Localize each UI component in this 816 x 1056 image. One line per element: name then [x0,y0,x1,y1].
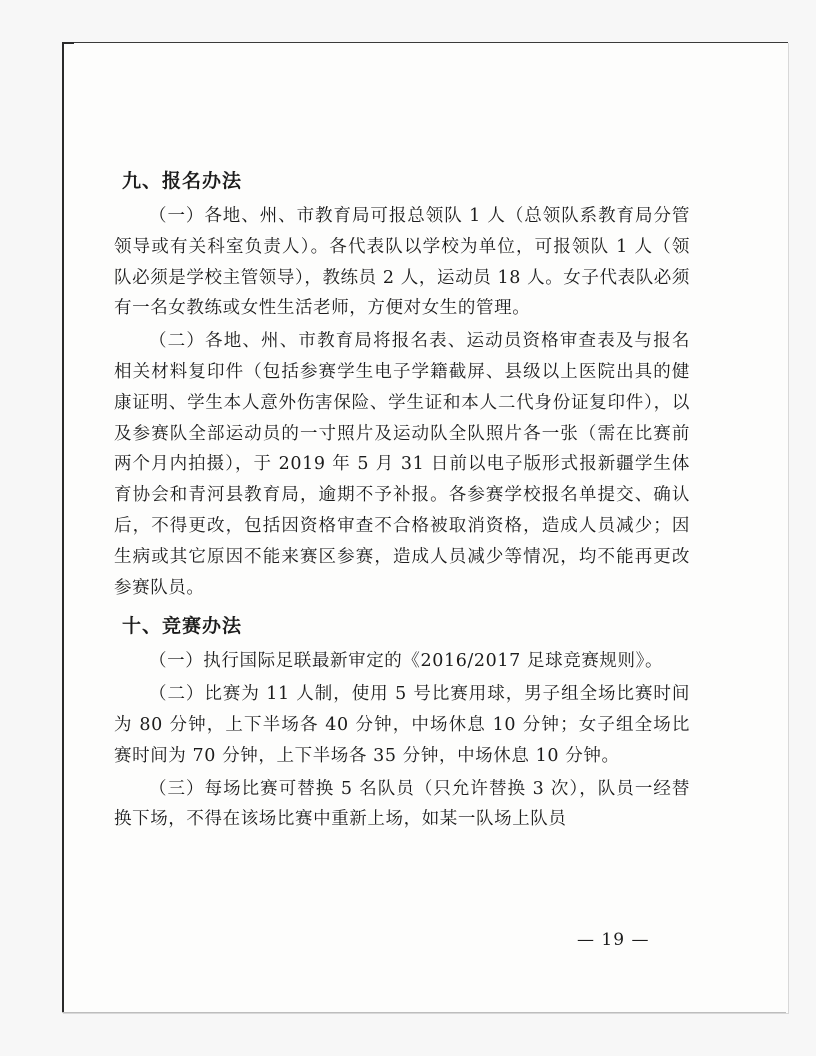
paragraph-competition-1: （一）执行国际足联最新审定的《2016/2017 足球竞赛规则》。 [149,651,664,672]
scan-corner-mark [62,42,74,44]
document-body [114,160,690,837]
paragraph-registration-1: （一）各地、州、市教育局可报总领队 1 人（总领队系教育局分管领导或有关科室负责人）。各代表队以学校为单位，可报领队 1 人（领队必须是学校主管领导），教练员 2 人，运动员 18 人。女子代表队必须有一名女教练或女性生活老师，方便对女生的管理。 [114,206,691,319]
paragraph-competition-2: （二）比赛为 11 人制，使用 5 号比赛用球，男子组全场比赛时间为 80 分钟，上下半场各 40 分钟，中场休息 10 分钟；女子组全场比赛时间为 70 分钟，上下半场各 35 分钟，中场休息 10 分钟。 [114,684,690,766]
page-bottom-edge [62,1012,786,1013]
paragraph-competition-3: （三）每场比赛可替换 5 名队员（只允许替换 3 次），队员一经替换下场，不得在该场比赛中重新上场，如某一队场上队员 [114,778,690,830]
section-heading-registration: 九、报名办法 [122,170,243,192]
page-number: — 19 — [577,930,650,950]
section-heading-competition: 十、竞赛办法 [122,615,243,638]
paragraph-registration-2: （二）各地、州、市教育局将报名表、运动员资格审查表及与报名相关材料复印件（包括参赛学生电子学籍截屏、县级以上医院出具的健康证明、学生本人意外伤害保险、学生证和本人二代身份证复印件），以及参赛队全部运动员的一寸照片及运动队全队照片各一张（需在比赛前两个月内拍摄），于 2019 年 5 月 31 日前以电子版形式报新疆学生体育协会和青河县教育局，逾期不予补报。各参赛学校报名单提交、确认后，不得更改，包括因资格审查不合格被取消资格，造成人员减少；因生病或其它原因不能来赛区参赛，造成人员减少等情况，均不能再更改参赛队员。 [114,331,690,598]
